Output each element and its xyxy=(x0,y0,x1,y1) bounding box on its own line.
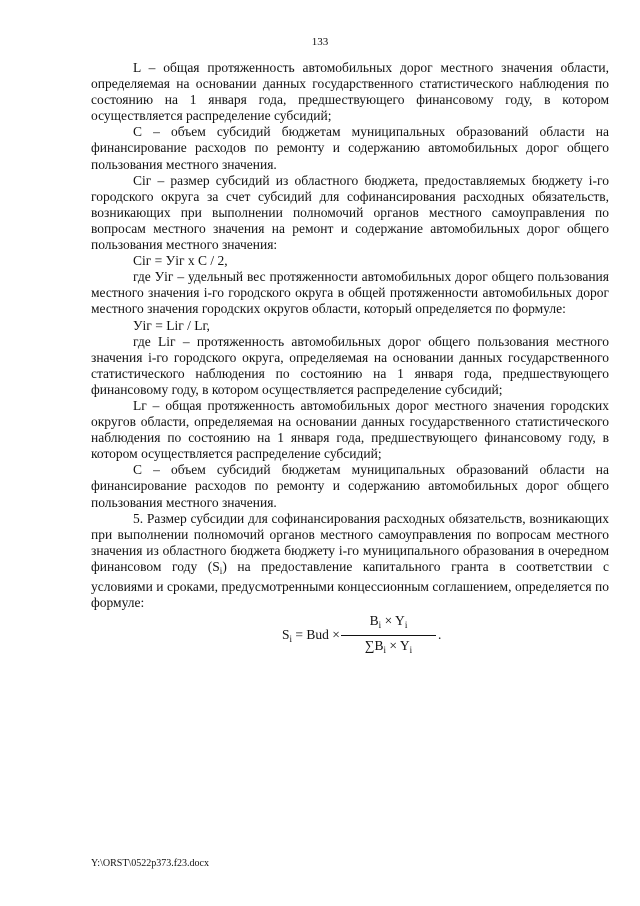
paragraph-L: L – общая протяженность автомобильных дорог местного значения области, определяемая на основании данных государственного статистического наблюдения по состоянию на 1 января года, предшествующего финансовому году, в котором осуществляется распределение субсидий; xyxy=(91,60,609,124)
paragraph-Lg: Lг – общая протяженность автомобильных дорог местного значения городских округов области, определяемая на основании данных государственного статистического наблюдения по состоянию на 1 января года, предшествующего финансовому году, в котором осуществляется распределение субсидий; xyxy=(91,397,609,462)
paragraph-5 xyxy=(91,511,609,612)
paragraph-C: С – объем субсидий бюджетам муниципальных образований области на финансирование расходов по ремонту и содержанию автомобильных дорог общего пользования местного значения. xyxy=(91,124,609,172)
page-number: 133 xyxy=(311,36,329,48)
formula-num-B: B xyxy=(369,613,379,629)
formula-uig: Уiг = Liг / Lг, xyxy=(133,317,210,333)
formula-si-denominator xyxy=(341,636,436,658)
paragraph-Cig: Ciг – размер субсидий из областного бюджета, предоставляемых бюджету i-го городского округа за счет субсидий для софинансирования расходных обязательств, возникающих при выполнении полномочий органов местного самоуправления по вопросам местного значения на ремонт и содержание автомобильных дорог общего пользования местного значения: xyxy=(91,172,609,253)
formula-si-S: S xyxy=(282,627,290,643)
formula-cig: Ciг = Уiг х С / 2, xyxy=(133,253,228,269)
paragraph-5-part2: ) на предоставление капитального гранта в соответствии с условиями и сроками, предусмотренными концессионным соглашением, определяется по формуле: xyxy=(91,558,609,611)
formula-num-Y-sub: i xyxy=(404,620,408,631)
file-path-footer: Y:\ORST\0522p373.f23.docx xyxy=(91,858,209,869)
formula-den-sum: ∑B xyxy=(364,638,384,654)
formula-den-Y-sub: i xyxy=(409,645,413,656)
paragraph-C-repeat: С – объем субсидий бюджетам муниципальных образований области на финансирование расходов по ремонту и содержанию автомобильных дорог общего пользования местного значения. xyxy=(91,462,609,510)
paragraph-5-subscript: i xyxy=(219,565,223,576)
formula-si-eq: = Bud × xyxy=(292,627,340,643)
document-body xyxy=(91,60,609,665)
formula-si xyxy=(91,613,609,665)
formula-num-x: × Y xyxy=(381,613,405,629)
paragraph-Uig: где Уiг – удельный вес протяженности автомобильных дорог общего пользования местного значения i-го городского округа в общей протяженности автомобильных дорог местного значения городских округов области, который определяется по формуле: xyxy=(91,269,609,317)
formula-si-lhs xyxy=(282,627,340,647)
paragraph-Lig: где Liг – протяженность автомобильных дорог общего пользования местного значения i-го городского округа, определяемая на основании данных государственного статистического наблюдения по состоянию на 1 января года, предшествующего финансовому году, в котором осуществляется распределение субсидий; xyxy=(91,333,609,397)
paragraph-5-part1: 5. Размер субсидии для софинансирования расходных обязательств, возникающих при выполнении полномочий органов местного самоуправления по вопросам местного значения из областного бюджета бюджету i-го муниципального образования в очередном финансовом году (S xyxy=(91,510,609,574)
formula-si-period: . xyxy=(438,627,442,643)
formula-si-fraction xyxy=(341,613,436,658)
formula-si-numerator xyxy=(341,613,436,636)
formula-den-x: × Y xyxy=(386,638,410,654)
formula-den-B-sub: i xyxy=(383,645,386,656)
formula-si-S-sub: i xyxy=(289,634,293,645)
formula-num-B-sub: i xyxy=(378,620,382,631)
